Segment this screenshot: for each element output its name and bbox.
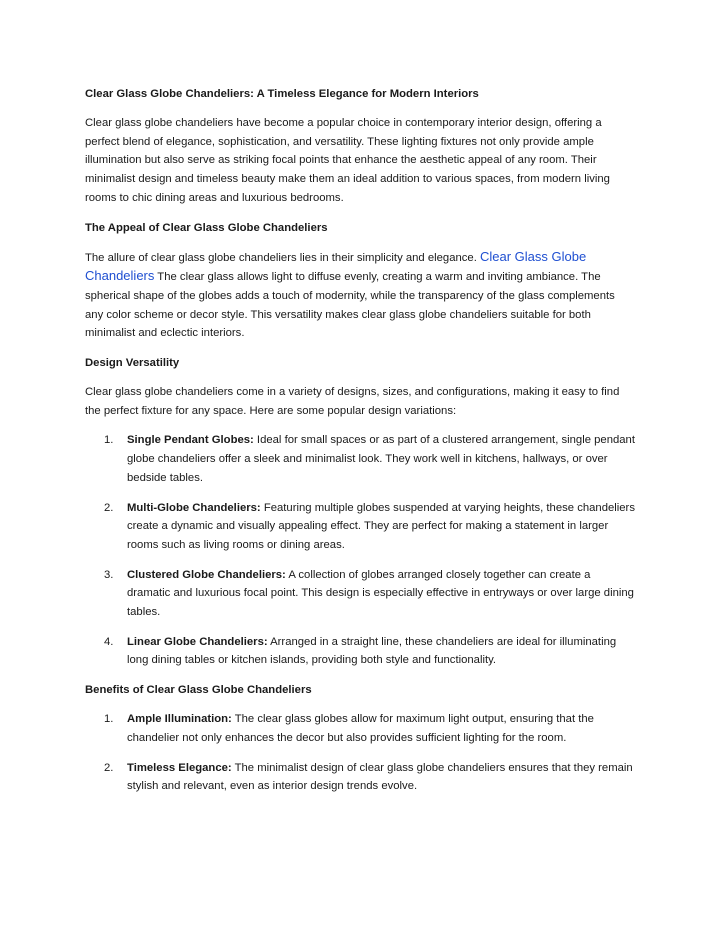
list-item-title: Timeless Elegance: bbox=[127, 761, 232, 774]
list-number: 3. bbox=[104, 568, 114, 581]
list-item-text: Featuring multiple globes suspended at varying heights, these chandeliers create a dynamic and visually appealing effect. They are perfect for making a statement in larger rooms such as living rooms or dining areas. bbox=[127, 501, 635, 551]
list-item bbox=[85, 759, 636, 796]
list-number: 4. bbox=[104, 635, 114, 648]
list-number: 2. bbox=[104, 761, 114, 774]
list-item-text: The minimalist design of clear glass globe chandeliers ensures that they remain stylish and relevant, even as interior design trends evolve. bbox=[127, 761, 633, 793]
list-item bbox=[85, 431, 636, 487]
list-item bbox=[85, 710, 636, 747]
design-intro: Clear glass globe chandeliers come in a variety of designs, sizes, and configurations, making it easy to find the perfect fixture for any space. Here are some popular design variations: bbox=[85, 386, 620, 417]
list-item-title: Multi-Globe Chandeliers: bbox=[127, 501, 261, 514]
list-item-text: Ideal for small spaces or as part of a clustered arrangement, single pendant globe chandeliers offer a sleek and minimalist look. They work well in kitchens, hallways, or over bedside tables. bbox=[127, 434, 635, 484]
list-number: 1. bbox=[104, 713, 114, 726]
list-item-text: The clear glass globes allow for maximum light output, ensuring that the chandelier not only enhances the decor but also provides sufficient lighting for the room. bbox=[127, 713, 594, 744]
page-title: Clear Glass Globe Chandeliers: A Timeless Elegance for Modern Interiors bbox=[85, 88, 479, 100]
list-item-text: Arranged in a straight line, these chandeliers are ideal for illuminating long dining tables or kitchen islands, providing both style and functionality. bbox=[127, 635, 617, 667]
benefits-list bbox=[85, 710, 636, 796]
list-item-title: Linear Globe Chandeliers: bbox=[127, 635, 268, 648]
intro-paragraph: Clear glass globe chandeliers have become a popular choice in contemporary interior design, offering a perfect blend of elegance, sophistication, and versatility. These lighting fixtures not only provide ample illumination but also serve as striking focal points that enhance the aesthetic appeal of any room. Their minimalist design and timeless beauty make them an ideal addition to various spaces, from modern living rooms to chic dining areas and luxurious bedrooms. bbox=[85, 117, 610, 204]
list-item bbox=[85, 633, 636, 670]
list-item bbox=[85, 566, 636, 622]
appeal-text-after: The clear glass allows light to diffuse evenly, creating a warm and inviting ambiance. The spherical shape of the globes adds a touch of modernity, while the transparency of the glass complements any color scheme or decor style. This versatility makes clear glass globe chandeliers suitable for both minimalist and eclectic interiors. bbox=[85, 271, 615, 340]
list-number: 1. bbox=[104, 434, 114, 447]
list-item-title: Clustered Globe Chandeliers: bbox=[127, 568, 286, 581]
chandeliers-link[interactable]: Clear Glass Globe Chandeliers bbox=[85, 248, 587, 284]
list-item-title: Ample Illumination: bbox=[127, 713, 232, 726]
design-heading: Design Versatility bbox=[85, 357, 180, 370]
design-list bbox=[85, 431, 636, 670]
benefits-heading: Benefits of Clear Glass Globe Chandeliers bbox=[85, 684, 312, 697]
list-item bbox=[85, 499, 636, 555]
list-item-text: A collection of globes arranged closely together can create a dramatic and luxurious focal point. This design is especially effective in entryways or over large dining tables. bbox=[127, 568, 634, 619]
appeal-paragraph bbox=[85, 248, 636, 344]
list-number: 2. bbox=[104, 501, 114, 514]
list-item-title: Single Pendant Globes: bbox=[127, 434, 254, 447]
appeal-text-before: The allure of clear glass globe chandeliers lies in their simplicity and elegance. bbox=[85, 251, 480, 264]
appeal-heading: The Appeal of Clear Glass Globe Chandeliers bbox=[85, 221, 328, 234]
